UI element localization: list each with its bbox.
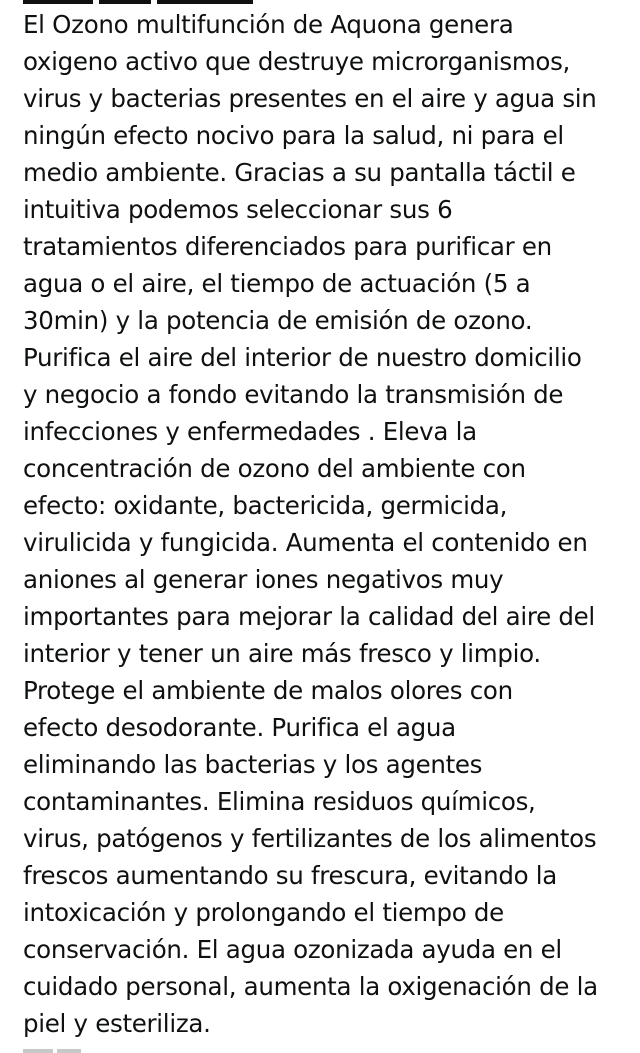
description-line: virus, patógenos y fertilizantes de los alimentos bbox=[23, 824, 597, 853]
description-line: cuidado personal, aumenta la oxigenación de la bbox=[23, 972, 598, 1001]
description-line: efecto: oxidante, bactericida, germicida, bbox=[23, 491, 508, 520]
description-line: Protege el ambiente de malos olores con bbox=[23, 676, 513, 705]
description-line: efecto desodorante. Purifica el agua bbox=[23, 713, 456, 742]
description-line: piel y esteriliza. bbox=[23, 1009, 211, 1038]
description-line: y negocio a fondo evitando la transmisión de bbox=[23, 380, 564, 409]
description-line: aniones al generar iones negativos muy bbox=[23, 565, 504, 594]
description-line: conservación. El agua ozonizada ayuda en el bbox=[23, 935, 562, 964]
description-line: importantes para mejorar la calidad del aire del bbox=[23, 602, 595, 631]
description-line: concentración de ozono del ambiente con bbox=[23, 454, 526, 483]
description-line: virulicida y fungicida. Aumenta el contenido en bbox=[23, 528, 588, 557]
description-line: infecciones y enfermedades . Eleva la bbox=[23, 417, 477, 446]
description-line: virus y bacterias presentes en el aire y agua sin bbox=[23, 84, 597, 113]
cut-off-heading bbox=[23, 0, 623, 4]
description-line: intuitiva podemos seleccionar sus 6 bbox=[23, 195, 453, 224]
cut-off-next-line bbox=[23, 1047, 623, 1053]
description-line: interior y tener un aire más fresco y limpio. bbox=[23, 639, 541, 668]
description-line: Purifica el aire del interior de nuestro domicilio bbox=[23, 343, 582, 372]
description-line: oxigeno activo que destruye microrganismos, bbox=[23, 47, 571, 76]
description-line: eliminando las bacterias y los agentes bbox=[23, 750, 483, 779]
description-line: 30min) y la potencia de emisión de ozono. bbox=[23, 306, 533, 335]
description-line: intoxicación y prolongando el tiempo de bbox=[23, 898, 504, 927]
description-line: contaminantes. Elimina residuos químicos, bbox=[23, 787, 536, 816]
description-line: medio ambiente. Gracias a su pantalla táctil e bbox=[23, 158, 576, 187]
description-line: frescos aumentando su frescura, evitando la bbox=[23, 861, 558, 890]
description-line: ningún efecto nocivo para la salud, ni para el bbox=[23, 121, 564, 150]
product-description bbox=[23, 6, 623, 1042]
description-line: agua o el aire, el tiempo de actuación (5 a bbox=[23, 269, 531, 298]
description-line: El Ozono multifunción de Aquona genera bbox=[23, 10, 514, 39]
description-line: tratamientos diferenciados para purificar en bbox=[23, 232, 552, 261]
